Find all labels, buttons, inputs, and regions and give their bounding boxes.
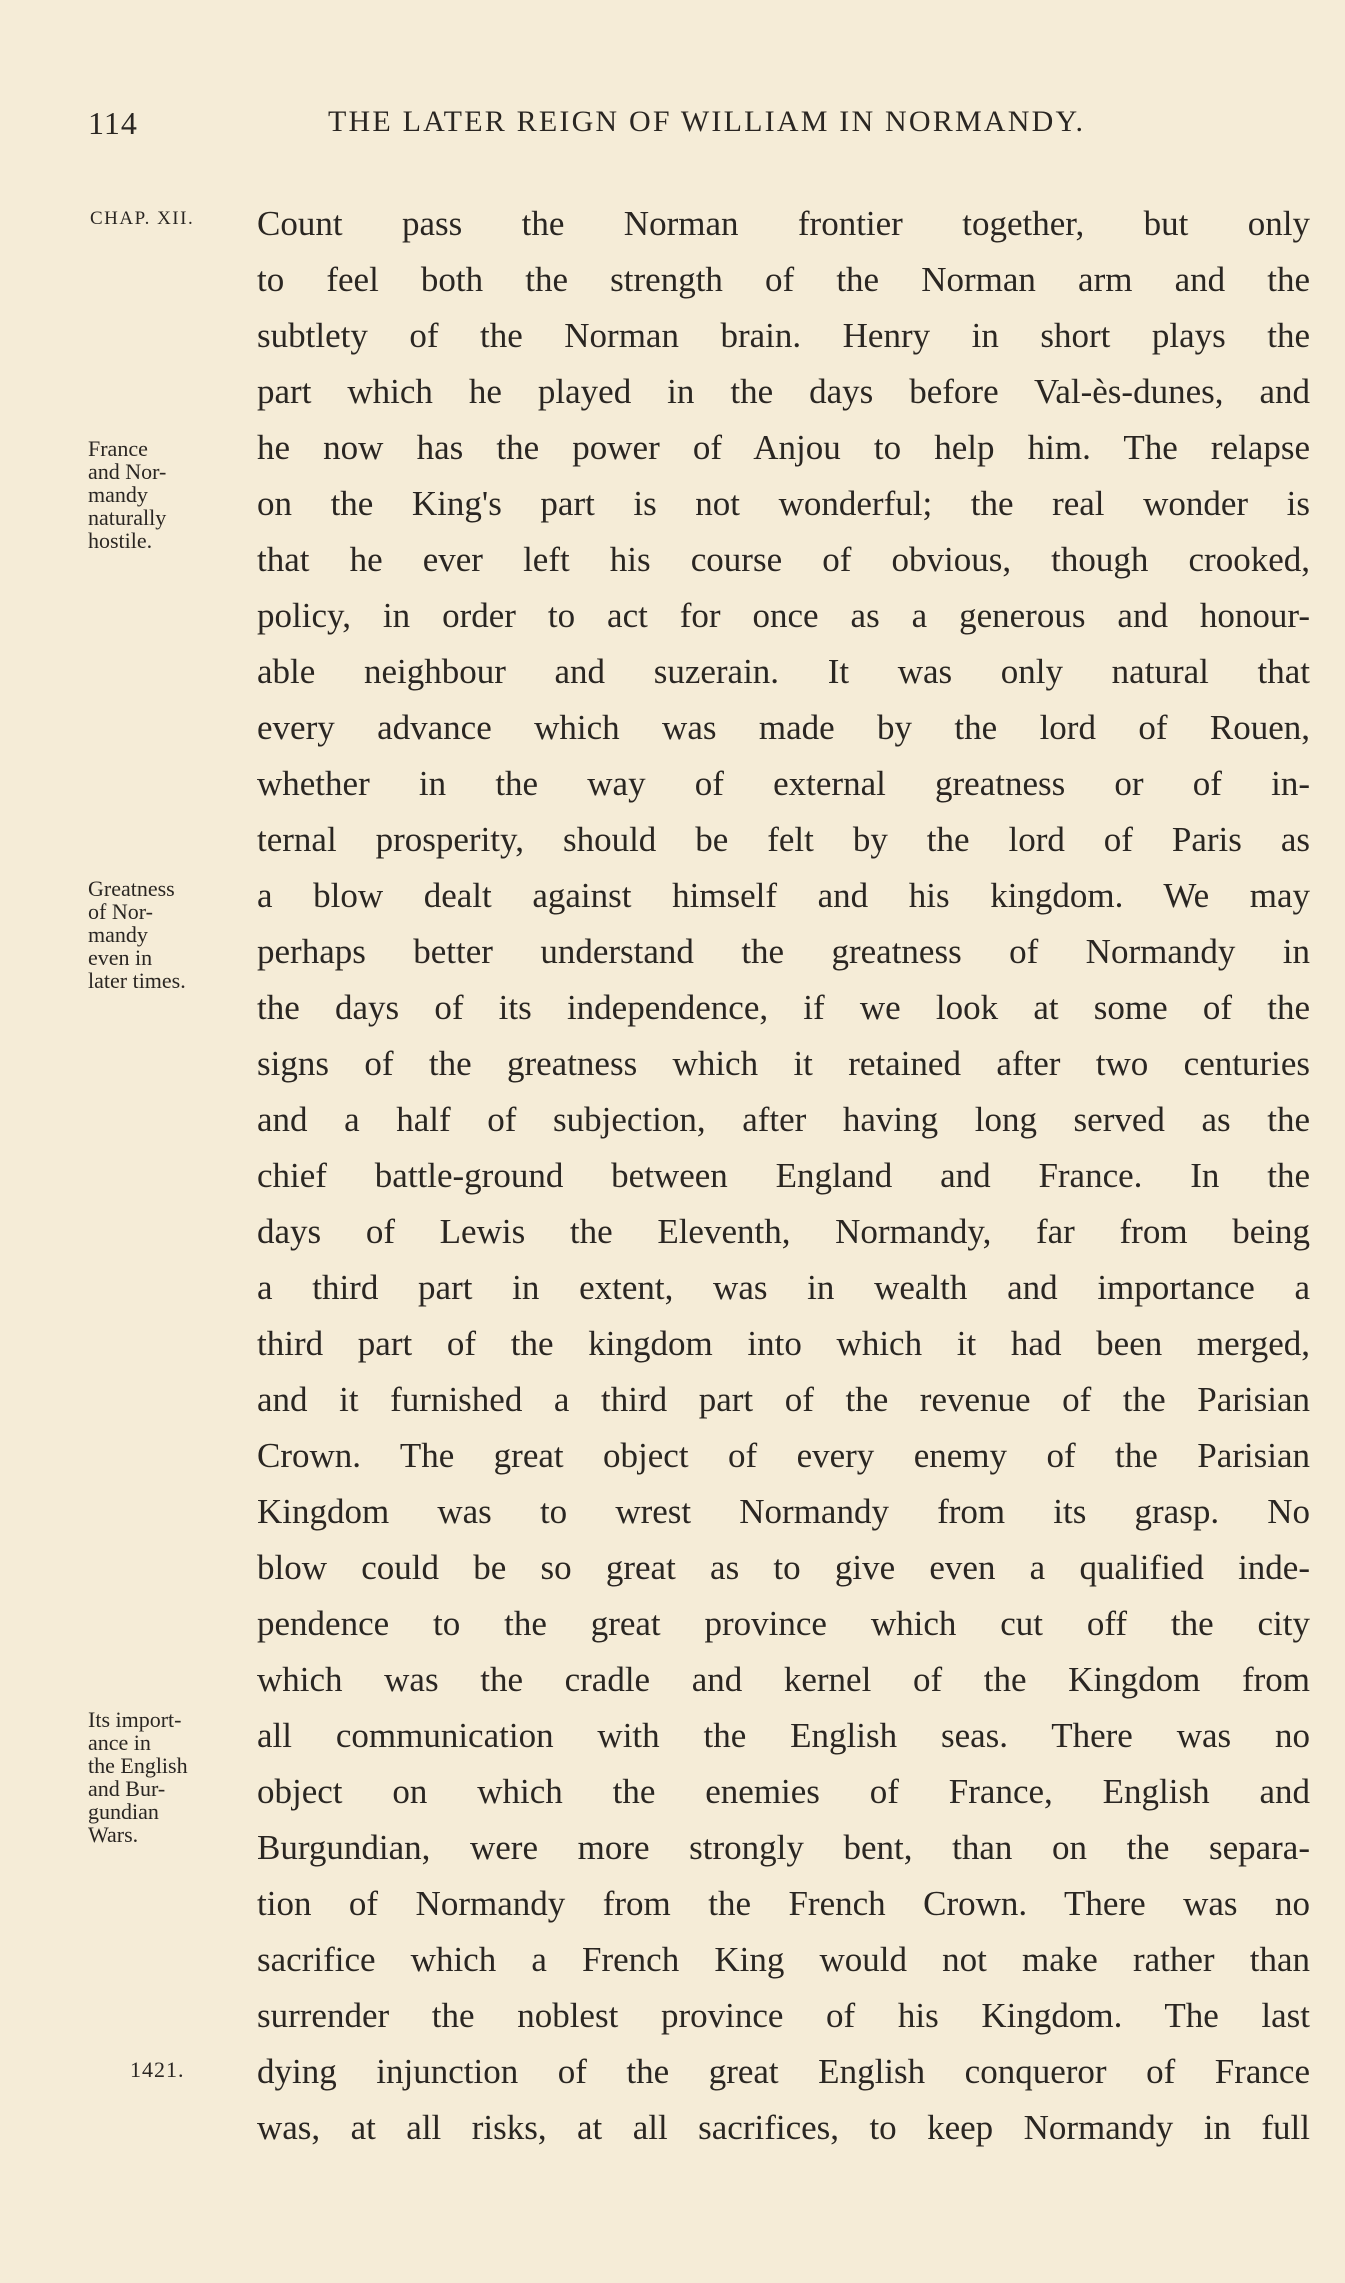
body-line: Burgundian, were more strongly bent, than on the separa- [257, 1828, 1310, 1867]
body-line: tion of Normandy from the French Crown. There was no [257, 1884, 1310, 1923]
body-line: able neighbour and suzerain. It was only natural that [257, 652, 1310, 691]
sidenote-line: gundian [88, 1799, 159, 1824]
body-line: he now has the power of Anjou to help him. The relapse [257, 428, 1310, 467]
sidenote-line: the English [88, 1753, 188, 1778]
sidenote-line: even in [88, 945, 153, 970]
sidenote-line: Its import- [88, 1707, 182, 1732]
sidenote-france-normandy-hostile [88, 437, 166, 552]
body-line: to feel both the strength of the Norman arm and the [257, 260, 1310, 299]
body-line: that he ever left his course of obvious, though crooked, [257, 540, 1310, 579]
page-number: 114 [88, 105, 138, 141]
sidenote-line: mandy [88, 922, 148, 947]
running-head [88, 105, 1298, 155]
body-line: was, at all risks, at all sacrifices, to keep Normandy in full [257, 2108, 1310, 2147]
body-line: which was the cradle and kernel of the Kingdom from [257, 1660, 1310, 1699]
body-line: all communication with the English seas. There was no [257, 1716, 1310, 1755]
chapter-label: CHAP. XII. [90, 208, 195, 229]
sidenote-line: of Nor- [88, 899, 153, 924]
body-line: ternal prosperity, should be felt by the lord of Paris as [257, 820, 1310, 859]
sidenote-importance-in-wars [88, 1708, 188, 1846]
body-line: and a half of subjection, after having long served as the [257, 1100, 1310, 1139]
body-line: blow could be so great as to give even a qualified inde- [257, 1548, 1310, 1587]
sidenote-year: 1421. [130, 2057, 185, 2082]
body-line: Count pass the Norman frontier together, but only [257, 204, 1310, 243]
body-line: the days of its independence, if we look at some of the [257, 988, 1310, 1027]
body-line: a blow dealt against himself and his kingdom. We may [257, 876, 1310, 915]
body-line: days of Lewis the Eleventh, Normandy, far from being [257, 1212, 1310, 1251]
sidenote-line: hostile. [88, 528, 153, 553]
body-line: a third part in extent, was in wealth and importance a [257, 1268, 1310, 1307]
body-line: Crown. The great object of every enemy of the Parisian [257, 1436, 1310, 1475]
body-line: and it furnished a third part of the revenue of the Parisian [257, 1380, 1310, 1419]
running-head-title: THE LATER REIGN OF WILLIAM IN NORMANDY. [328, 105, 1086, 138]
body-line: every advance which was made by the lord of Rouen, [257, 708, 1310, 747]
body-line: on the King's part is not wonderful; the real wonder is [257, 484, 1310, 523]
body-text [257, 196, 1310, 2156]
sidenote-line: and Nor- [88, 459, 167, 484]
sidenote-line: later times. [88, 968, 186, 993]
body-line: Kingdom was to wrest Normandy from its grasp. No [257, 1492, 1310, 1531]
body-line: dying injunction of the great English conqueror of France [257, 2052, 1310, 2091]
sidenote-line: and Bur- [88, 1776, 166, 1801]
sidenote-line: mandy [88, 482, 148, 507]
body-line: chief battle-ground between England and France. In the [257, 1156, 1310, 1195]
sidenote-greatness-of-normandy [88, 877, 186, 992]
body-line: subtlety of the Norman brain. Henry in short plays the [257, 316, 1310, 355]
body-line: third part of the kingdom into which it had been merged, [257, 1324, 1310, 1363]
body-line: pendence to the great province which cut off the city [257, 1604, 1310, 1643]
body-line: signs of the greatness which it retained after two centuries [257, 1044, 1310, 1083]
sidenote-line: Wars. [88, 1822, 139, 1847]
sidenote-line: naturally [88, 505, 167, 530]
body-line: policy, in order to act for once as a generous and honour- [257, 596, 1310, 635]
sidenote-line: Greatness [88, 876, 175, 901]
body-line: object on which the enemies of France, English and [257, 1772, 1310, 1811]
body-line: whether in the way of external greatness or of in- [257, 764, 1310, 803]
sidenote-line: France [88, 436, 148, 461]
sidenote-line: ance in [88, 1730, 151, 1755]
body-line: part which he played in the days before Val-ès-dunes, and [257, 372, 1310, 411]
body-line: perhaps better understand the greatness of Normandy in [257, 932, 1310, 971]
body-line: sacrifice which a French King would not make rather than [257, 1940, 1310, 1979]
body-line: surrender the noblest province of his Kingdom. The last [257, 1996, 1310, 2035]
